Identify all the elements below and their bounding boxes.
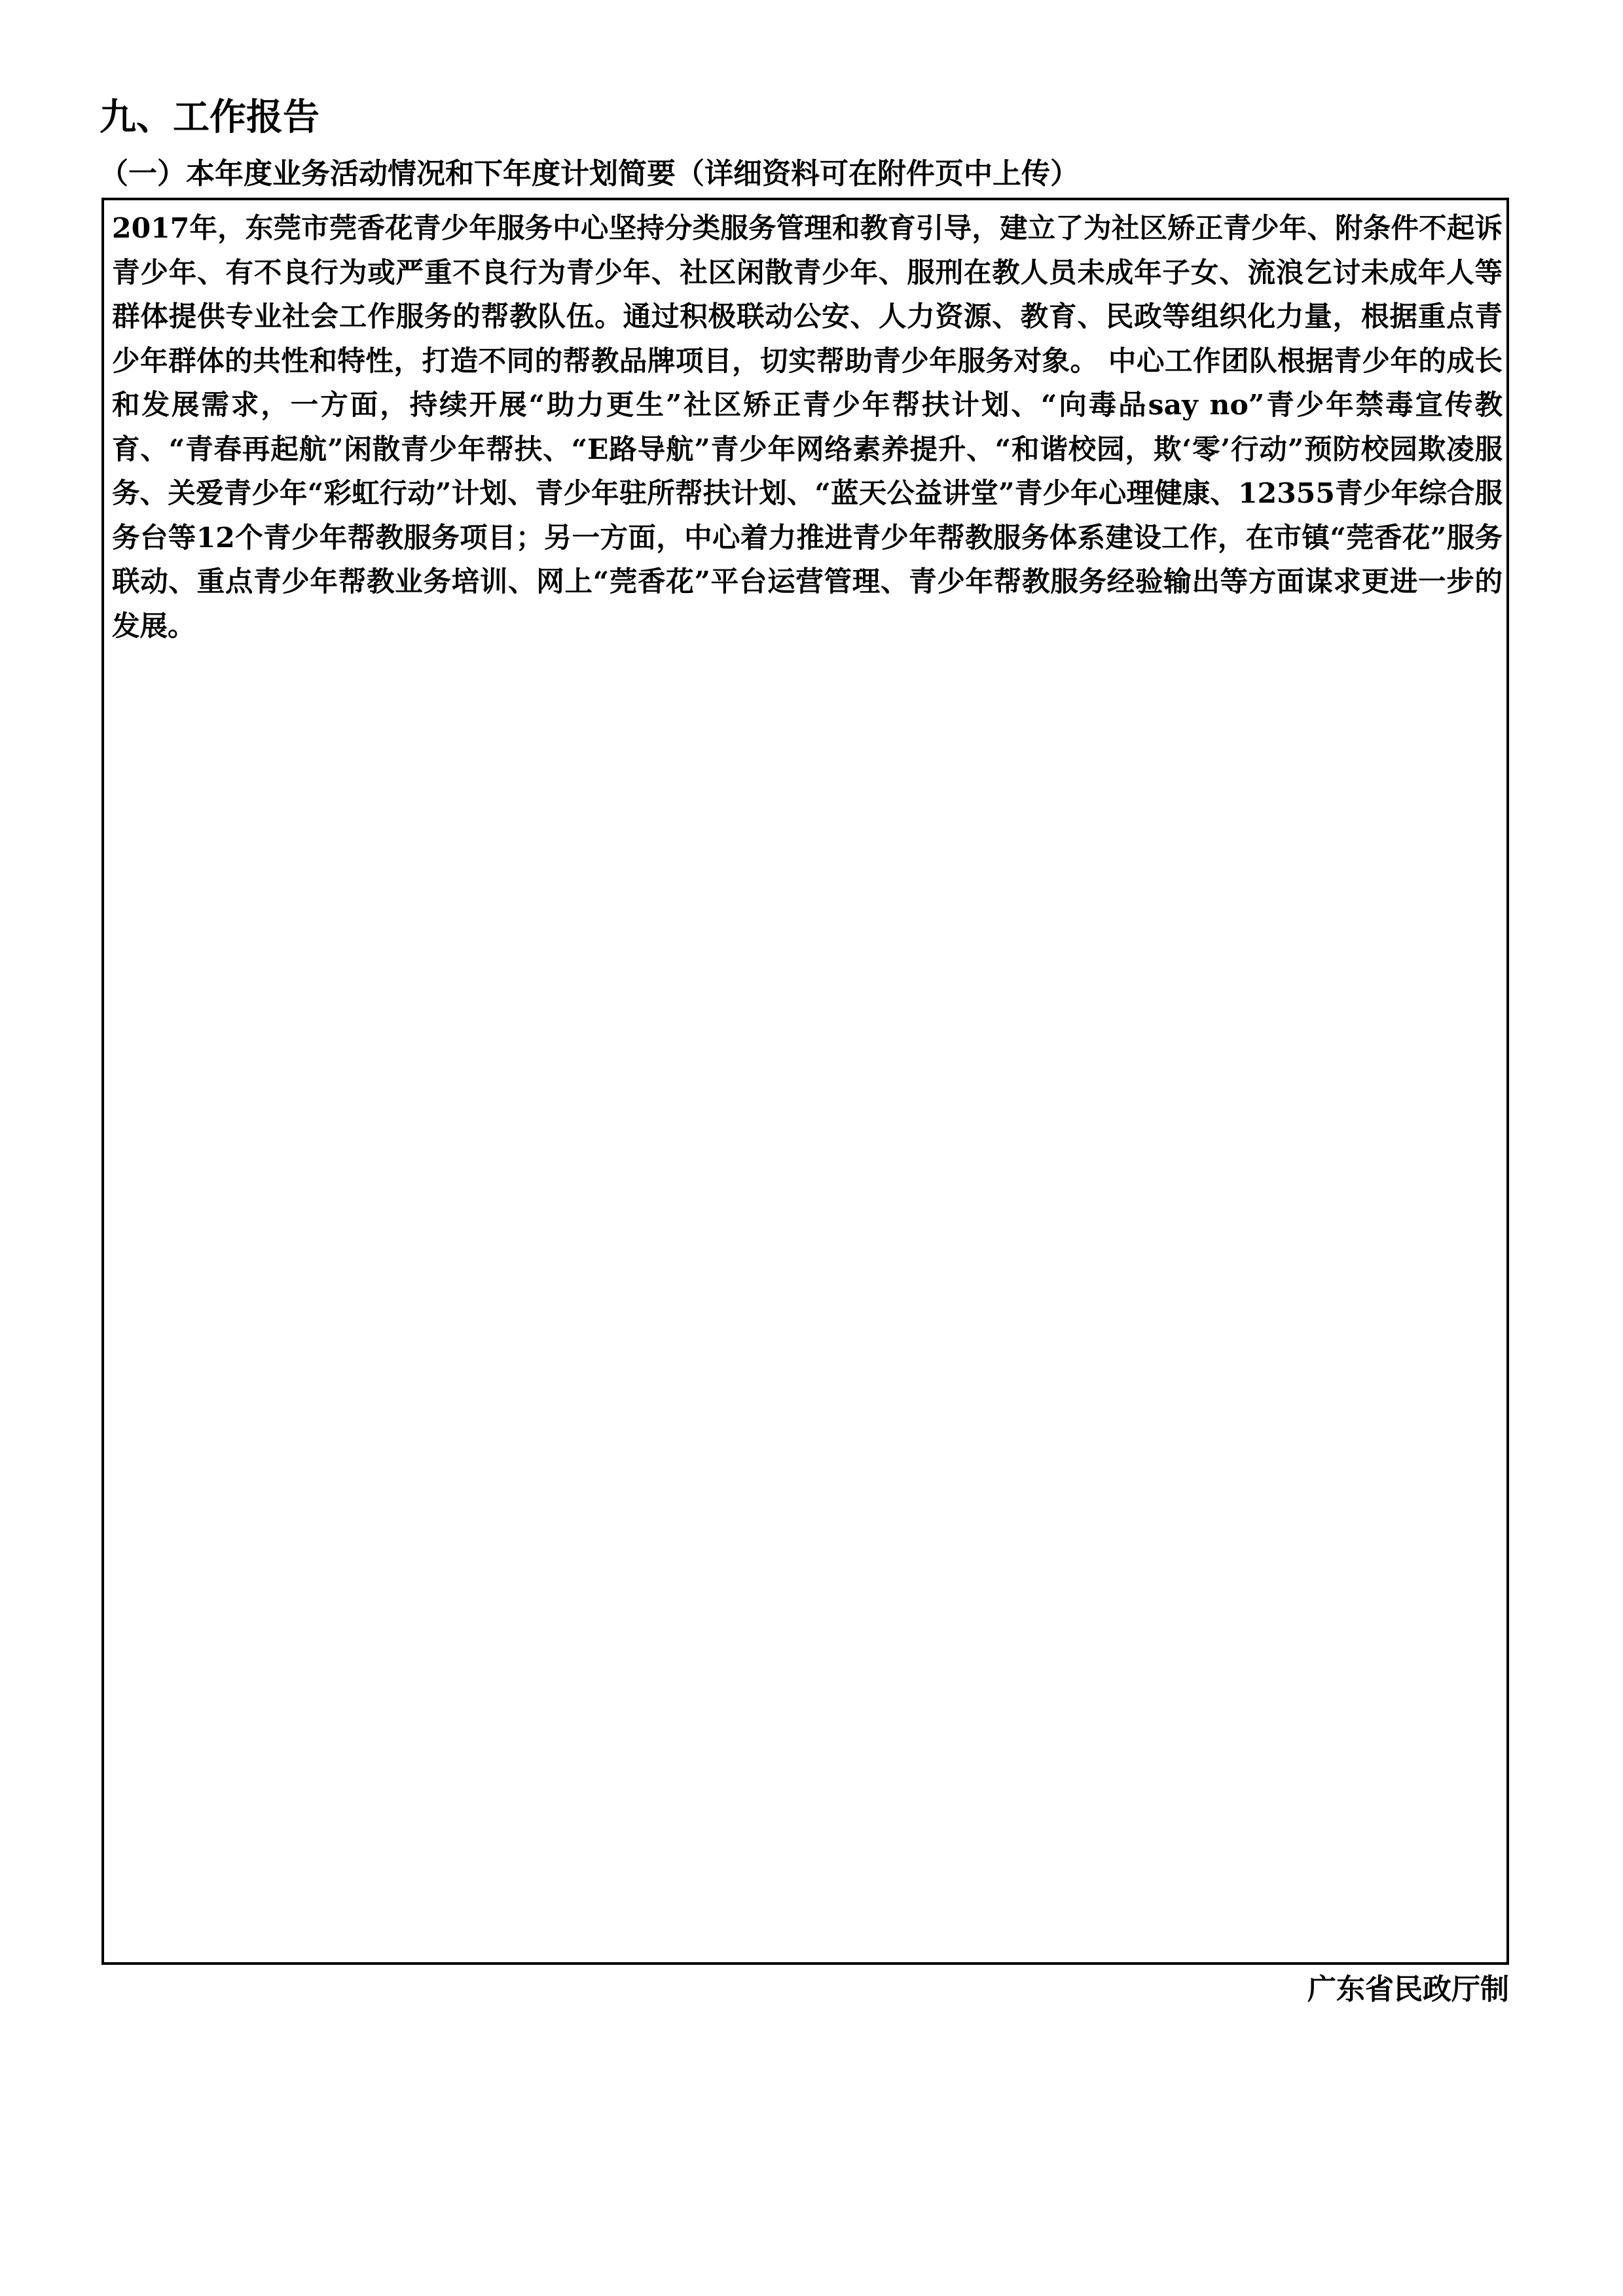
report-body-text: 2017年，东莞市莞香花青少年服务中心坚持分类服务管理和教育引导，建立了为社区矫正青少年、附条件不起诉青少年、有不良行为或严重不良行为青少年、社区闲散青少年、服刑在教人员未成年子女、流浪乞讨未成年人等群体提供专业社会工作服务的帮教队伍。通过积极联动公安、人力资源、教育、民政等组织化力量，根据重点青少年群体的共性和特性，打造不同的帮教品牌项目，切实帮助青少年服务对象。 中心工作团队根据青少年的成长和发展需求，一方面，持续开展“助力更生”社区矫正青少年帮扶计划、“向毒品say no”青少年禁毒宣传教育、“青春再起航”闲散青少年帮扶、“E路导航”青少年网络素养提升、“和谐校园，欺‘零’行动”预防校园欺凌服务、关爱青少年“彩虹行动”计划、青少年驻所帮扶计划、“蓝天公益讲堂”青少年心理健康、12355青少年综合服务台等12个青少年帮教服务项目；另一方面，中心着力推进青少年帮教服务体系建设工作，在市镇“莞香花”服务联动、重点青少年帮教业务培训、网上“莞香花”平台运营管理、青少年帮教服务经验输出等方面谋求更进一步的发展。 [112, 212, 1503, 643]
report-content-box [101, 198, 1509, 1965]
section-subtitle: （一）本年度业务活动情况和下年度计划简要（详细资料可在附件页中上传） [100, 157, 1079, 190]
issuer-footer: 广东省民政厅制 [1307, 1973, 1509, 2006]
page-title: 九、工作报告 [100, 96, 319, 139]
